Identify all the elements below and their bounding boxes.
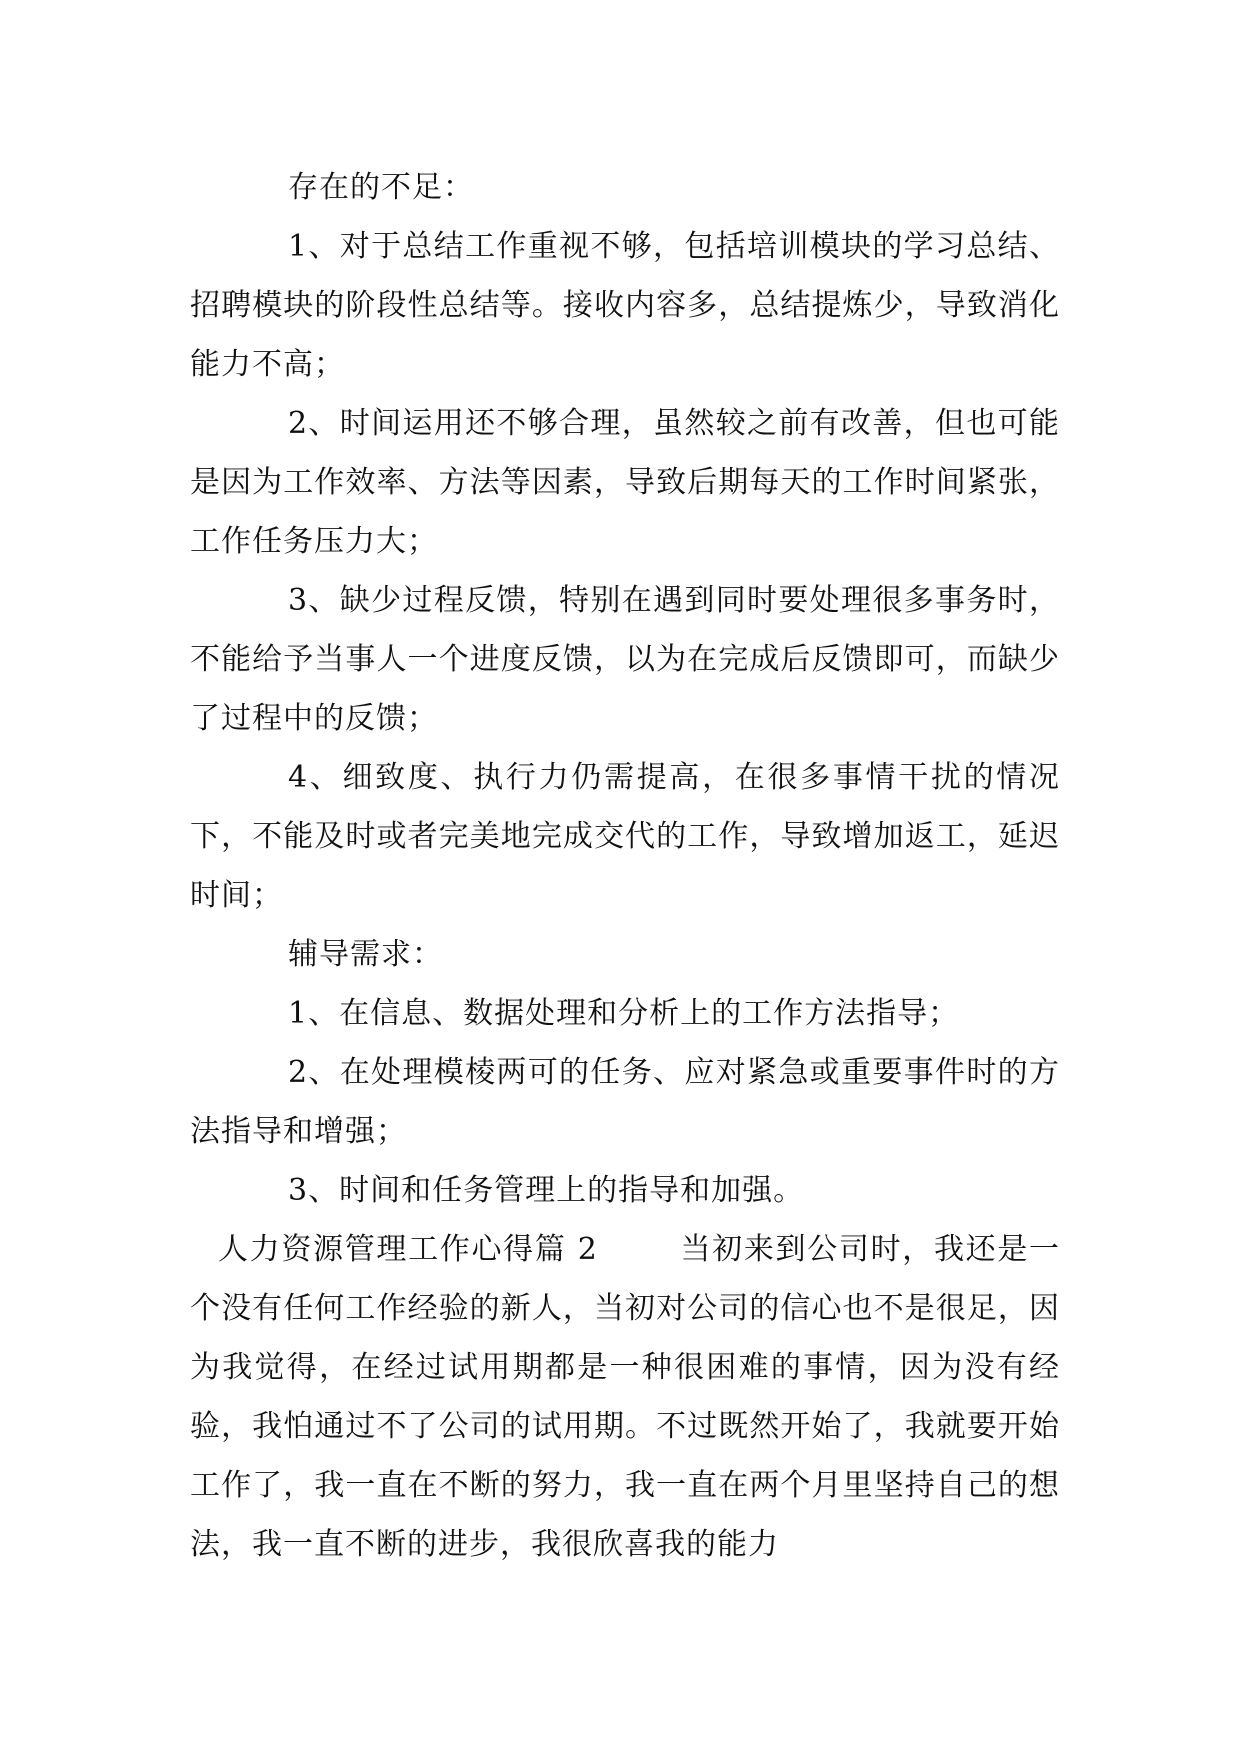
deficiency-item-3: 3、缺少过程反馈，特别在遇到同时要处理很多事务时，不能给予当事人一个进度反馈，以为在完成后反馈即可，而缺少了过程中的反馈； <box>190 583 1060 736</box>
coaching-item-1: 1、在信息、数据处理和分析上的工作方法指导； <box>288 996 960 1031</box>
coaching-item-3: 3、时间和任务管理上的指导和加强。 <box>288 1173 805 1208</box>
article-2-title: 人力资源管理工作心得篇 2 <box>218 1232 598 1267</box>
article-2-body: 当初来到公司时，我还是一个没有任何工作经验的新人，当初对公司的信心也不是很足，因为我觉得，在经过试用期都是一种很困难的事情，因为没有经验，我怕通过不了公司的试用期。不过既然开始了，我就要开始工作了，我一直在不断的努力，我一直在两个月里坚持自己的想法，我一直不断的进步，我很欣喜我的能力 <box>190 1232 1060 1562</box>
coaching-heading: 辅导需求： <box>288 937 443 972</box>
deficiencies-heading: 存在的不足： <box>288 170 474 205</box>
deficiency-item-2: 2、时间运用还不够合理，虽然较之前有改善，但也可能是因为工作效率、方法等因素，导致后期每天的工作时间紧张，工作任务压力大； <box>190 406 1060 559</box>
article-2-paragraph <box>190 1220 1060 1574</box>
coaching-item-2: 2、在处理模棱两可的任务、应对紧急或重要事件时的方法指导和增强； <box>190 1055 1060 1149</box>
deficiency-item-1: 1、对于总结工作重视不够，包括培训模块的学习总结、招聘模块的阶段性总结等。接收内容多，总结提炼少，导致消化能力不高； <box>190 229 1060 382</box>
deficiency-item-4: 4、细致度、执行力仍需提高，在很多事情干扰的情况下，不能及时或者完美地完成交代的工作，导致增加返工，延迟时间； <box>190 760 1060 913</box>
document-body <box>190 158 1060 1574</box>
